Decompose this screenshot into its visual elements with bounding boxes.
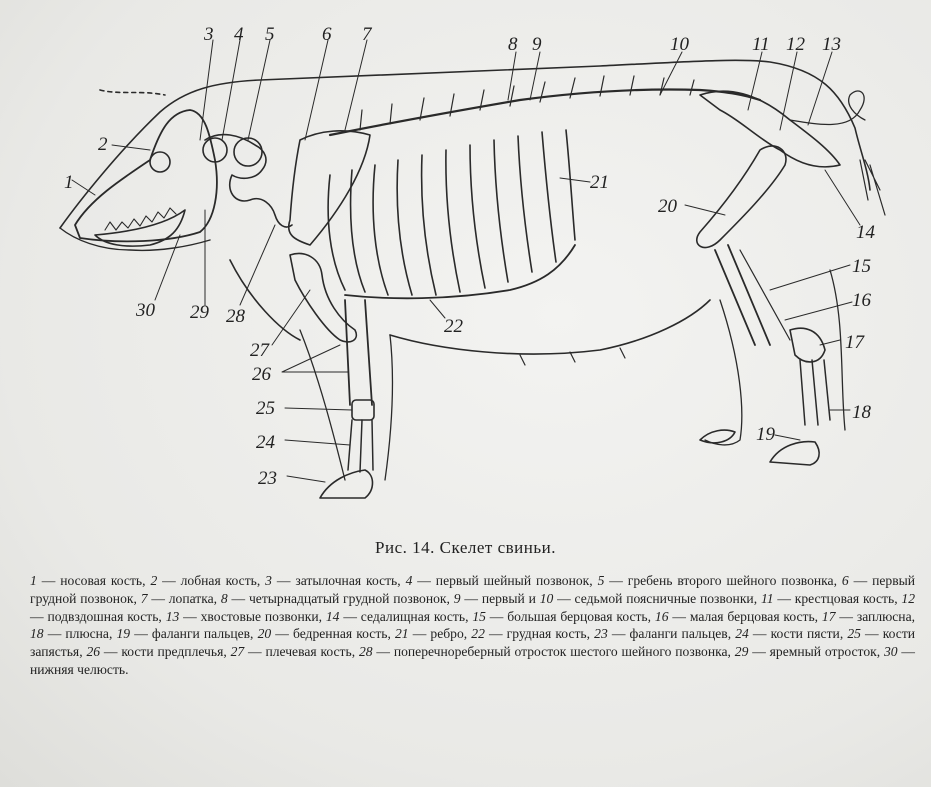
legend-number: 13 [165, 608, 180, 624]
legend-text: — большая берцовая кость [485, 608, 648, 624]
legend-text: — первый шейный позвонок [412, 573, 590, 588]
label-5: 5 [265, 24, 275, 45]
label-23: 23 [258, 468, 277, 489]
label-22: 22 [444, 316, 463, 337]
legend-item [406, 573, 590, 588]
legend-number: 24 [735, 626, 749, 642]
label-16: 16 [852, 290, 871, 311]
legend-item [86, 644, 223, 659]
legend-text: — фаланги пальцев [607, 626, 728, 642]
spinous-processes [360, 76, 694, 130]
carpals [352, 400, 374, 420]
figure-labels [64, 24, 876, 489]
hind-leg-outline [705, 270, 845, 445]
legend-text: — носовая кость [36, 573, 143, 588]
label-18: 18 [852, 402, 871, 423]
metatarsals [800, 360, 830, 425]
legend-item [221, 591, 447, 606]
legend-number: 26 [86, 644, 101, 660]
legend-text: — четырнадцатый грудной позвонок [227, 590, 447, 606]
body-outline [60, 60, 870, 228]
legend-number: 1 [30, 573, 37, 588]
label-21: 21 [590, 172, 609, 193]
label-17: 17 [845, 332, 864, 353]
legend-item [472, 609, 647, 624]
legend-number: 11 [760, 590, 774, 606]
legend-number: 28 [358, 644, 373, 660]
label-9: 9 [532, 34, 542, 55]
legend-item [30, 626, 109, 641]
legend-number: 15 [472, 608, 486, 624]
legend-number: 10 [535, 590, 554, 606]
label-1: 1 [64, 172, 74, 193]
label-30: 30 [136, 300, 155, 321]
label-13: 13 [822, 34, 841, 55]
dewclaw [700, 430, 735, 443]
legend-item [265, 573, 397, 588]
legend-text: — первый грудной позвонок [30, 573, 916, 606]
tail-hair [860, 160, 885, 215]
label-15: 15 [852, 256, 871, 277]
legend-number: 14 [325, 608, 340, 624]
legend-item [231, 644, 352, 659]
legend-number: 2 [150, 573, 158, 588]
legend-number: 29 [734, 644, 749, 660]
label-2: 2 [98, 134, 108, 155]
legend-number: 23 [594, 626, 608, 642]
legend-text: — лобная кость [157, 573, 257, 588]
legend-text: — лопатка [147, 590, 214, 606]
legend-number: 6 [841, 573, 849, 588]
label-26: 26 [252, 364, 271, 385]
legend-number: 22 [471, 626, 485, 642]
legend-text: — седьмой поясничные позвонки [553, 590, 754, 606]
legend-item [822, 609, 912, 624]
legend-number: 4 [405, 573, 413, 588]
legend-number: 5 [597, 573, 605, 588]
legend-text: — кости пясти [748, 626, 840, 642]
figure-legend: 1 — носовая кость, 2 — лобная кость, 3 — затылочная кость, 4 — первый шейный позвонок, 5 — гребень второго шейного позвонка, 6 — первый грудной позвонок, 7 — лопатка, 8 — четырнадцатый грудной позвонок, 9 — первый и 10 — седьмой поясничные позвонки, 11 — крестцовая кость, 12 — подвздошная кость, 13 — хвостовые позвонки, 14 — седалищная кость, 15 — большая берцовая кость, 16 — малая берцовая кость, 17 — заплюсна, 18 — плюсна, 19 — фаланги пальцев, 20 — бедренная кость, 21 — ребро, 22 — грудная кость, 23 — фаланги пальцев, 24 — кости пясти, 25 — кости запястья, 26 — кости предплечья, 27 — плечевая кость, 28 — поперечнореберный отросток шестого шейного позвонка, 29 — яремный отросток, 30 — нижняя челюсть. [30, 573, 916, 677]
legend-number: 8 [220, 590, 228, 606]
legend-number: 25 [847, 626, 861, 642]
metacarpals [348, 420, 373, 472]
label-6: 6 [322, 24, 332, 45]
legend-item [359, 644, 728, 659]
legend-number: 27 [230, 644, 245, 660]
legend-text: — яремный отросток [748, 644, 877, 660]
skull [75, 110, 217, 241]
legend-text: — грудная кость [484, 626, 587, 642]
eye-orbit [150, 152, 170, 172]
label-4: 4 [234, 24, 244, 45]
legend-item [735, 626, 840, 641]
ear-outline [100, 90, 165, 95]
legend-number: 17 [821, 608, 836, 624]
axis-crest [234, 138, 262, 166]
label-25: 25 [256, 398, 275, 419]
label-8: 8 [508, 34, 518, 55]
hind-hoof [770, 442, 819, 465]
legend-item [655, 609, 815, 624]
legend-text: — бедренная кость [271, 626, 388, 642]
label-29: 29 [190, 302, 209, 323]
legend-item [326, 609, 465, 624]
legend-text: — седалищная кость [339, 608, 466, 624]
legend-number: 19 [116, 626, 131, 642]
legend-text: — малая берцовая кость [668, 608, 815, 624]
label-14: 14 [856, 222, 875, 243]
legend-text: — заплюсна [835, 608, 912, 624]
legend-item [594, 626, 728, 641]
legend-text: — подвздошная кость [30, 608, 159, 624]
legend-text: — поперечнореберный отросток шестого шейного позвонка [372, 644, 728, 660]
legend-number: 18 [30, 626, 44, 642]
legend-number: 3 [265, 573, 272, 588]
legend-item [166, 609, 319, 624]
legend-item [454, 591, 754, 606]
legend-text: — плюсна [43, 626, 109, 642]
legend-number: 30 [883, 644, 898, 660]
label-28: 28 [226, 306, 245, 327]
figure-caption: Рис. 14. Скелет свиньи. [375, 538, 556, 557]
legend-item [141, 591, 214, 606]
tail [790, 91, 865, 124]
legend-text: — плечевая кость [244, 644, 352, 660]
femur [697, 146, 786, 248]
label-27: 27 [250, 340, 269, 361]
legend-number: 21 [395, 626, 409, 642]
teats [520, 348, 625, 365]
legend-item [150, 573, 256, 588]
legend-text: — хвостовые позвонки [179, 608, 319, 624]
legend-number: 7 [140, 590, 148, 606]
legend-text: — крестцовая кость [773, 590, 895, 606]
legend-item [598, 573, 834, 588]
legend-item [761, 591, 894, 606]
legend-number: 20 [257, 626, 272, 642]
pelvis [700, 91, 840, 167]
label-11: 11 [752, 34, 770, 55]
label-12: 12 [786, 34, 805, 55]
label-24: 24 [256, 432, 275, 453]
legend-text: — ребро [408, 626, 464, 642]
cervical-vertebrae [205, 135, 292, 227]
label-20: 20 [658, 196, 677, 217]
chest-outline [230, 260, 300, 340]
legend-item [30, 573, 142, 588]
spine [330, 89, 760, 135]
label-19: 19 [756, 424, 775, 445]
label-10: 10 [670, 34, 689, 55]
belly-outline [390, 300, 710, 354]
front-hoof [320, 470, 373, 498]
tibia [715, 245, 770, 345]
legend-item [116, 626, 250, 641]
legend-text: — первый и [460, 590, 536, 606]
legend-item [735, 644, 877, 659]
label-3: 3 [204, 24, 214, 45]
teeth [105, 208, 176, 230]
legend-text: — кости предплечья [100, 644, 224, 660]
legend-number: 16 [654, 608, 669, 624]
legend-text: — затылочная кость [271, 573, 398, 588]
legend-number: 9 [453, 590, 461, 606]
legend-text: — кости запястья [30, 626, 916, 660]
legend-number: 12 [901, 590, 916, 606]
legend-item [258, 626, 388, 641]
front-leg-outline [300, 330, 392, 480]
radius-ulna [345, 300, 372, 405]
legend-text: — нижняя челюсть [30, 644, 916, 677]
legend-item [395, 626, 464, 641]
label-7: 7 [362, 24, 372, 45]
legend-text: — гребень второго шейного позвонка [604, 573, 834, 588]
legend-item [471, 626, 586, 641]
legend-text: — фаланги пальцев [130, 626, 251, 642]
